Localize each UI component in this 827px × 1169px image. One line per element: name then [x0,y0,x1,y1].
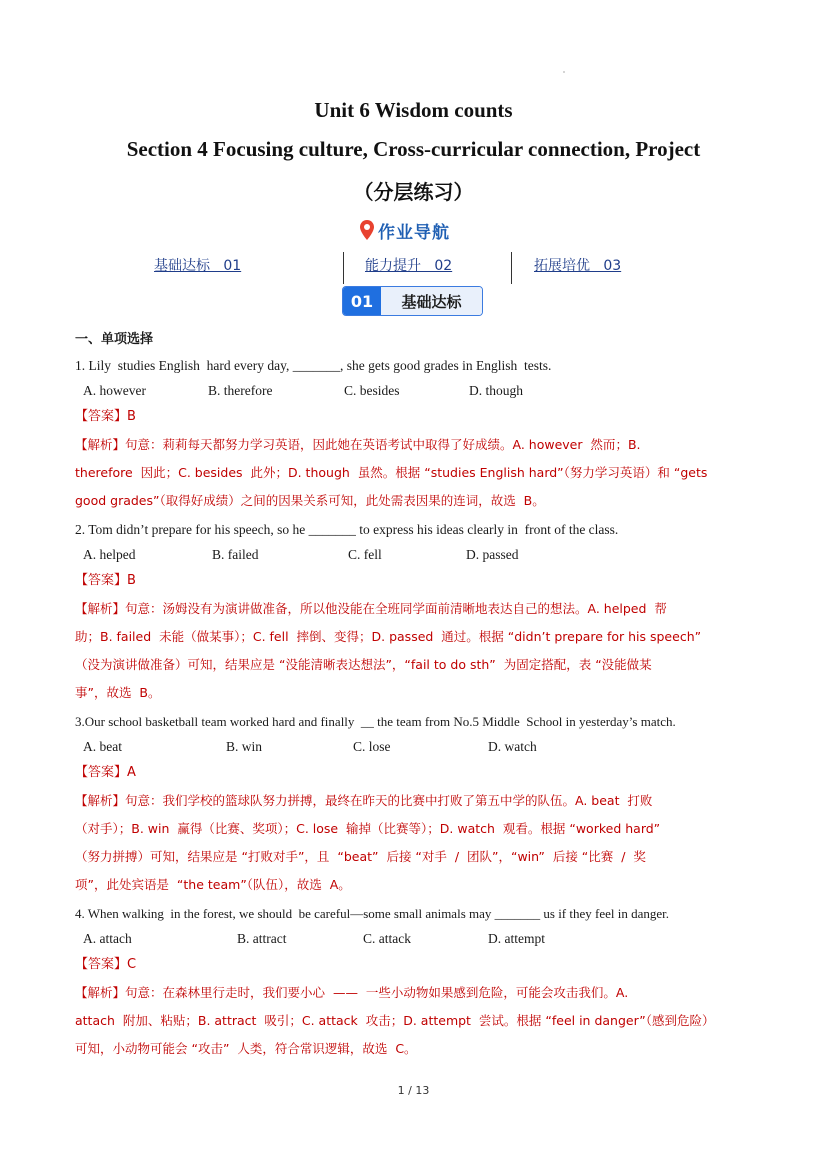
nav-link-basic[interactable]: 基础达标 01 [154,258,242,274]
nav-logo-text: 作业导航 [378,222,450,243]
badge-label: 基础达标 [381,287,482,315]
option: D. attempt [488,931,545,946]
homework-nav-logo [360,217,450,243]
section-heading: 一、单项选择 [75,332,154,347]
answer: 【答案】C [75,957,137,972]
option: D. passed [466,547,519,562]
option: B. win [226,739,263,754]
question-stem: 1. Lily studies English hard every day, _______, she gets good grades in English tests. [75,358,552,373]
option: C. fell [348,547,382,562]
answer: 【答案】A [75,765,136,780]
location-pin-icon [360,220,374,240]
explanation-line: 【解析】句意：莉莉每天都努力学习英语，因此她在英语考试中取得了好成绩。A. however 然而；B. [75,437,641,452]
explanation-line: 项”，此处宾语是 “the team”（队伍），故选 A。 [75,877,351,892]
explanation-line: good grades”（取得好成绩）之间的因果关系可知，此处需表因果的连词，故选 B。 [75,493,545,508]
option: B. failed [212,547,259,562]
section-badge [342,286,483,316]
question-stem: 4. When walking in the forest, we should be careful—some small animals may _______ us if they feel in danger. [75,906,670,921]
answer: 【答案】B [75,573,136,588]
option: C. attack [363,931,411,946]
explanation-line: therefore 因此；C. besides 此外；D. though 虽然。根据 “studies English hard”（努力学习英语）和 “gets [75,465,708,480]
explanation-line: 事”，故选 B。 [75,685,161,700]
scan-dot [563,71,565,73]
option: B. therefore [208,383,273,398]
explanation-line: （没为演讲做准备）可知，结果应是 “没能清晰表达想法”，“fail to do sth” 为固定搭配，表 “没能做某 [75,657,652,672]
question-stem: 2. Tom didn’t prepare for his speech, so he _______ to express his ideas clearly in front of the class. [75,522,619,537]
option: A. however [83,383,146,398]
badge-number: 01 [343,287,381,315]
explanation-line: （努力拼搏）可知，结果应是 “打败对手”，且 “beat” 后接 “对手 / 团队”，“win” 后接 “比赛 / 奖 [75,849,646,864]
option: A. attach [83,931,132,946]
explanation-line: attach 附加、粘贴；B. attract 吸引；C. attack 攻击；D. attempt 尝试。根据 “feel in danger”（感到危险） [75,1013,715,1028]
option: A. helped [83,547,136,562]
subtitle: （分层练习） [353,180,474,204]
nav-divider [343,252,344,284]
option: D. watch [488,739,537,754]
explanation-line: 助；B. failed 未能（做某事）；C. fell 摔倒、变得；D. passed 通过。根据 “didn’t prepare for his speech” [75,629,702,644]
question-stem: 3.Our school basketball team worked hard and finally __ the team from No.5 Middle School in yesterday’s match. [75,714,676,729]
option: C. besides [344,383,400,398]
explanation-line: 【解析】句意：在森林里行走时，我们要小心 —— 一些小动物如果感到危险，可能会攻击我们。A. [75,985,629,1000]
unit-title: Unit 6 Wisdom counts [314,98,513,122]
explanation-line: （对手）；B. win 赢得（比赛、奖项）；C. lose 输掉（比赛等）；D. watch 观看。根据 “worked hard” [75,821,661,836]
nav-divider [511,252,512,284]
option: D. though [469,383,523,398]
explanation-line: 可知，小动物可能会 “攻击” 人类，符合常识逻辑，故选 C。 [75,1041,417,1056]
nav-link-extend[interactable]: 拓展培优 03 [534,258,622,274]
option: B. attract [237,931,287,946]
section-title: Section 4 Focusing culture, Cross-curricular connection, Project [126,137,701,161]
explanation-line: 【解析】句意：我们学校的篮球队努力拼搏，最终在昨天的比赛中打败了第五中学的队伍。A. beat 打败 [75,793,653,808]
explanation-line: 【解析】句意：汤姆没有为演讲做准备，所以他没能在全班同学面前清晰地表达自己的想法。A. helped 帮 [75,601,667,616]
option: C. lose [353,739,391,754]
answer: 【答案】B [75,409,136,424]
page-number: 1 / 13 [397,1084,430,1097]
nav-link-improve[interactable]: 能力提升 02 [365,258,453,274]
option: A. beat [83,739,122,754]
